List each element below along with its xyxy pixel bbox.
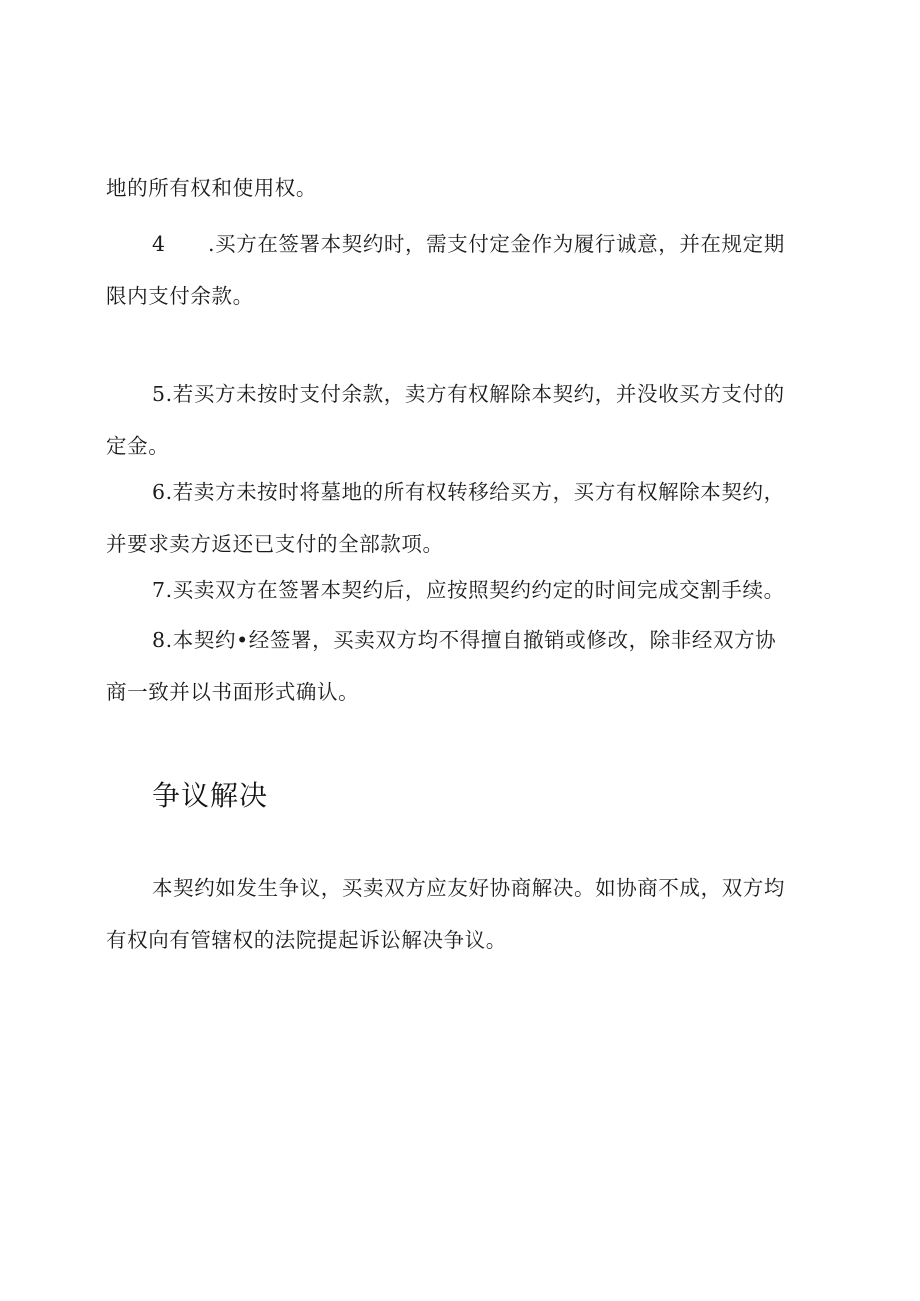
clause-text-line1: .买方在签署本契约时，需支付定金作为履行诚意，并在规定期 xyxy=(208,232,785,256)
clause-5 xyxy=(106,368,818,472)
clause-7 xyxy=(106,564,818,616)
continuation-text: 地的所有权和使用权。 xyxy=(106,176,317,200)
clause-text-line1: .若买方未按时支付余款，卖方有权解除本契约，并没收买方支付的 xyxy=(165,382,785,406)
section-heading-dispute: 争议解决 xyxy=(152,779,269,812)
clause-text-line1: .若卖方未按时将墓地的所有权转移给买方，买方有权解除本契约， xyxy=(165,480,785,504)
clause-text-line1: .买卖双方在签署本契约后，应按照契约约定的时间完成交割手续。 xyxy=(165,578,785,602)
continuation-paragraph xyxy=(106,162,818,214)
clause-number: 5 xyxy=(152,382,166,406)
clause-text-line2: 商一致并以书面形式确认。 xyxy=(106,680,360,704)
dispute-text-line2: 有权向有管辖权的法院提起诉讼解决争议。 xyxy=(106,928,507,952)
clause-8 xyxy=(106,614,818,718)
clause-text-line2: 定金。 xyxy=(106,434,170,458)
clause-text-line2: 并要求卖方返还已支付的全部款项。 xyxy=(106,532,444,556)
clause-4 xyxy=(106,218,818,322)
dispute-text-line1: 本契约如发生争议，买卖双方应友好协商解决。如协商不成，双方均 xyxy=(152,876,785,900)
clause-text-line2: 限内支付余款。 xyxy=(106,284,254,308)
dispute-paragraph xyxy=(106,862,818,966)
clause-number: 7 xyxy=(152,578,166,602)
clause-text-line1: .本契约•经签署，买卖双方均不得擅自撤销或修改，除非经双方协 xyxy=(165,628,777,652)
clause-number: 8 xyxy=(152,628,166,652)
clause-number: 4 xyxy=(152,232,166,256)
clause-number: 6 xyxy=(152,480,166,504)
clause-6 xyxy=(106,466,818,570)
